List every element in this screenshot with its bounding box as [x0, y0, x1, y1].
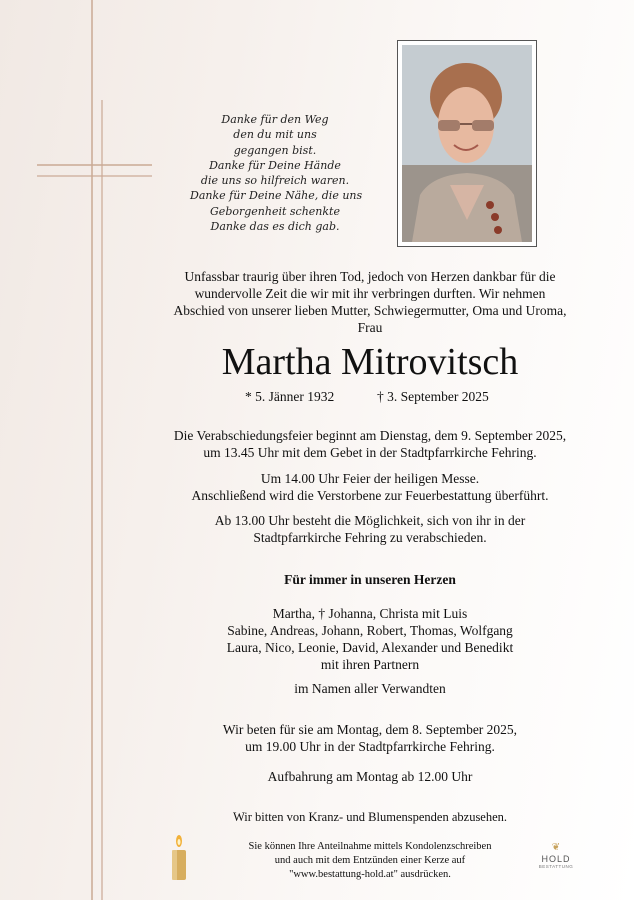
mass-line: Anschließend wird die Verstorbene zur Feuerbestattung überführt. — [191, 488, 549, 503]
cross-vertical-line — [91, 0, 93, 900]
logo-mark-icon: ❦ — [551, 842, 561, 853]
deceased-name: Martha Mitrovitsch — [221, 341, 519, 383]
portrait-frame — [397, 40, 537, 247]
farewell-line: Stadtpfarrkirche Fehring zu verabschieden. — [253, 530, 487, 545]
family-line: Sabine, Andreas, Johann, Robert, Thomas, Wolfgang — [227, 623, 513, 638]
relatives-note — [145, 680, 595, 697]
birth-date: * 5. Jänner 1932 — [245, 389, 335, 404]
ceremony-line: Die Verabschiedungsfeier beginnt am Dienstag, dem 9. September 2025, — [173, 428, 567, 443]
poem-line: Danke für den Weg — [221, 113, 329, 126]
poem-line: den du mit uns — [233, 128, 317, 142]
poem-line: gegangen bist. — [233, 143, 317, 157]
prayer-line: Wir beten für sie am Montag, dem 8. September 2025, — [222, 722, 518, 737]
relatives-text: im Namen aller Verwandten — [294, 681, 446, 696]
intro-line: Unfassbar traurig über ihren Tod, jedoch von Herzen dankbar für die — [184, 269, 556, 284]
mass-info — [145, 470, 595, 504]
motto — [145, 571, 595, 588]
flowers-text: Wir bitten von Kranz- und Blumenspenden abzusehen. — [232, 810, 508, 824]
portrait-photo — [402, 45, 532, 242]
family-line: Laura, Nico, Leonie, David, Alexander und Benedikt — [226, 640, 514, 655]
poem-line: Danke das es dich gab. — [210, 220, 340, 234]
family-list — [145, 605, 595, 673]
farewell-info — [145, 512, 595, 546]
condolence-line: "www.bestattung-hold.at" ausdrücken. — [289, 869, 451, 880]
condolence-line: Sie können Ihre Anteilnahme mittels Kondolenzschreiben — [248, 841, 492, 852]
prayer-line: um 19.00 Uhr in der Stadtpfarrkirche Fehring. — [245, 739, 495, 754]
intro-line: Abschied von unserer lieben Mutter, Schwiegermutter, Oma und Uroma, — [173, 303, 567, 318]
intro-line: wundervolle Zeit die wir mit ihr verbringen durften. Wir nehmen — [194, 286, 546, 301]
death-date: † 3. September 2025 — [377, 389, 489, 404]
family-line: mit ihren Partnern — [320, 657, 420, 672]
poem-line: die uns so hilfreich waren. — [200, 174, 350, 188]
family-line: Martha, † Johanna, Christa mit Luis — [272, 606, 468, 621]
condolence-info — [225, 840, 515, 882]
poem-line: Danke für Deine Hände — [209, 158, 341, 172]
cross-vertical-line-inner — [101, 100, 103, 900]
viewing-info — [145, 768, 595, 785]
flowers-note — [145, 809, 595, 826]
logo-name: HOLD — [541, 854, 571, 864]
prayer-info — [145, 721, 595, 755]
intro-line: Frau — [357, 320, 383, 335]
ceremony-line: um 13.45 Uhr mit dem Gebet in der Stadtpfarrkirche Fehring. — [203, 445, 537, 460]
cross-horizontal-line — [37, 164, 152, 166]
motto-text: Für immer in unseren Herzen — [284, 572, 456, 587]
portrait-illustration — [402, 45, 532, 242]
cross-horizontal-line-inner — [37, 175, 152, 177]
hold-logo — [533, 842, 579, 876]
poem — [190, 112, 363, 234]
logo-subtitle: BESTATTUNG — [538, 864, 574, 869]
life-dates — [245, 388, 545, 405]
poem-line: Danke für Deine Nähe, die uns — [190, 189, 363, 203]
farewell-line: Ab 13.00 Uhr besteht die Möglichkeit, sich von ihr in der — [214, 513, 526, 528]
candle-icon — [168, 834, 190, 882]
mass-line: Um 14.00 Uhr Feier der heiligen Messe. — [260, 471, 480, 486]
viewing-text: Aufbahrung am Montag ab 12.00 Uhr — [267, 769, 473, 784]
condolence-line: und auch mit dem Entzünden einer Kerze auf — [274, 855, 466, 866]
poem-line: Geborgenheit schenkte — [210, 204, 340, 218]
intro-text — [160, 268, 580, 336]
ceremony-info — [145, 427, 595, 461]
